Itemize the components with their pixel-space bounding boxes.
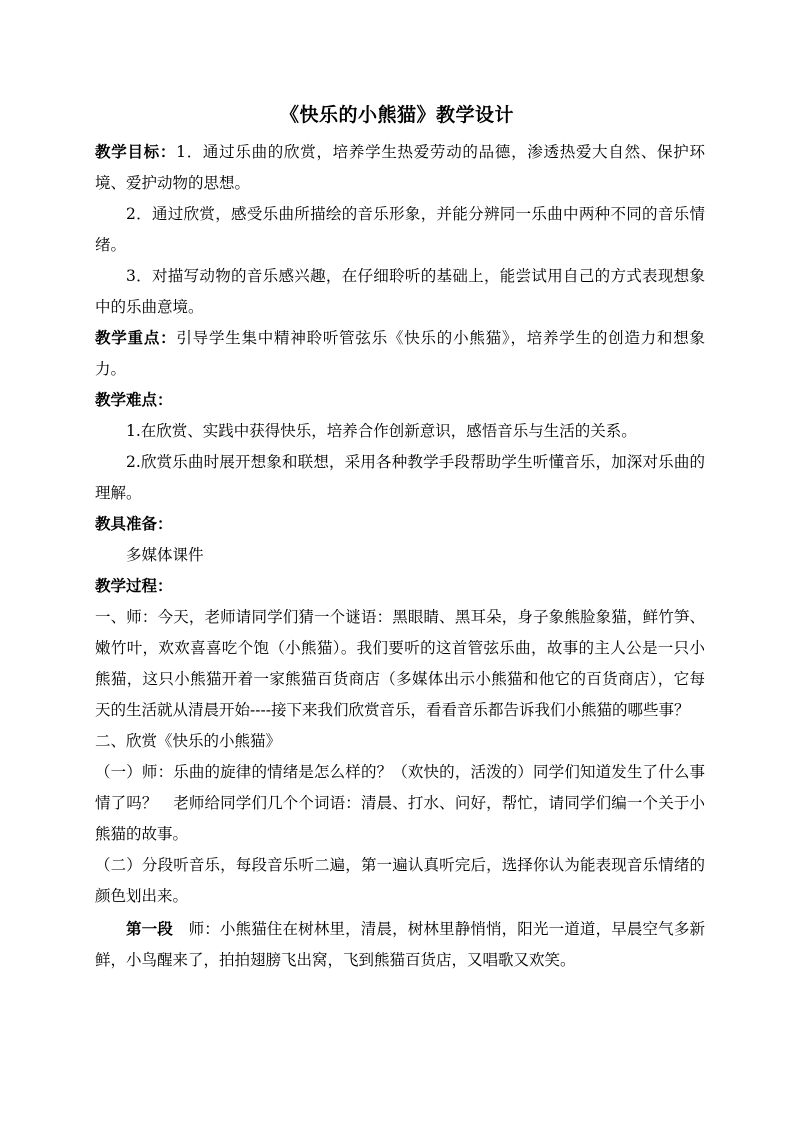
process-section-1 (95, 914, 705, 976)
key-points (95, 323, 705, 385)
difficulties-item-1: 1.在欣赏、实践中获得快乐，培养合作创新意识，感悟音乐与生活的关系。 (126, 422, 637, 440)
objectives-item-2: 2．通过欣赏，感受乐曲所描绘的音乐形象，并能分辨同一乐曲中两种不同的音乐情绪。 (95, 205, 705, 254)
document-body (95, 137, 705, 976)
materials-text: 多媒体课件 (126, 546, 204, 564)
process-sub-2: （二）分段听音乐，每段音乐听二遍，第一遍认真听完后，选择你认为能表现音乐情绪的颜色划出来。 (95, 856, 705, 905)
key-points-text: 引导学生集中精神聆听管弦乐《快乐的小熊猫》，培养学生的创造力和想象力。 (95, 329, 705, 378)
document-title: 《快乐的小熊猫》教学设计 (279, 104, 514, 126)
process-step-2: 二、欣赏《快乐的小熊猫》 (95, 732, 282, 750)
objectives-item-1 (95, 137, 705, 199)
materials-label: 教具准备： (95, 515, 173, 533)
difficulties-item-2: 2.欣赏乐曲时展开想象和联想，采用各种教学手段帮助学生听懂音乐，加深对乐曲的理解。 (95, 453, 705, 502)
objectives-label: 教学目标： (95, 143, 177, 161)
difficulties-label: 教学难点： (95, 391, 173, 409)
section-1-label: 第一段 (126, 920, 173, 938)
process-sub-1: （一）师：乐曲的旋律的情绪是怎么样的？（欢快的，活泼的）同学们知道发生了什么事情了吗？ 老师给同学们几个个词语：清晨、打水、问好，帮忙，请同学们编一个关于小熊猫的故事。 (95, 763, 705, 843)
process-step-1: 一、师：今天，老师请同学们猜一个谜语：黑眼睛、黑耳朵，身子象熊脸象猫，鲜竹笋、嫩竹叶，欢欢喜喜吃个饱（小熊猫）。我们要听的这首管弦乐曲，故事的主人公是一只小熊猫，这只小熊猫开着一家熊猫百货商店（多媒体出示小熊猫和他它的百货商店），它每天的生活就从清晨开始----接下来我们欣赏音乐，看看音乐都告诉我们小熊猫的哪些事？ (95, 608, 705, 719)
objectives-item-3: 3．对描写动物的音乐感兴趣，在仔细聆听的基础上，能尝试用自己的方式表现想象中的乐曲意境。 (95, 267, 705, 316)
section-1-text: 师：小熊猫住在树林里，清晨，树林里静悄悄，阳光一道道，早晨空气多新鲜，小鸟醒来了，拍拍翅膀飞出窝，飞到熊猫百货店，又唱歌又欢笑。 (95, 920, 705, 969)
objectives-item-1-text: 1．通过乐曲的欣赏，培养学生热爱劳动的品德，渗透热爱大自然、保护环境、爱护动物的思想。 (95, 143, 705, 192)
process-label: 教学过程： (95, 577, 173, 595)
key-points-label: 教学重点： (95, 329, 177, 347)
